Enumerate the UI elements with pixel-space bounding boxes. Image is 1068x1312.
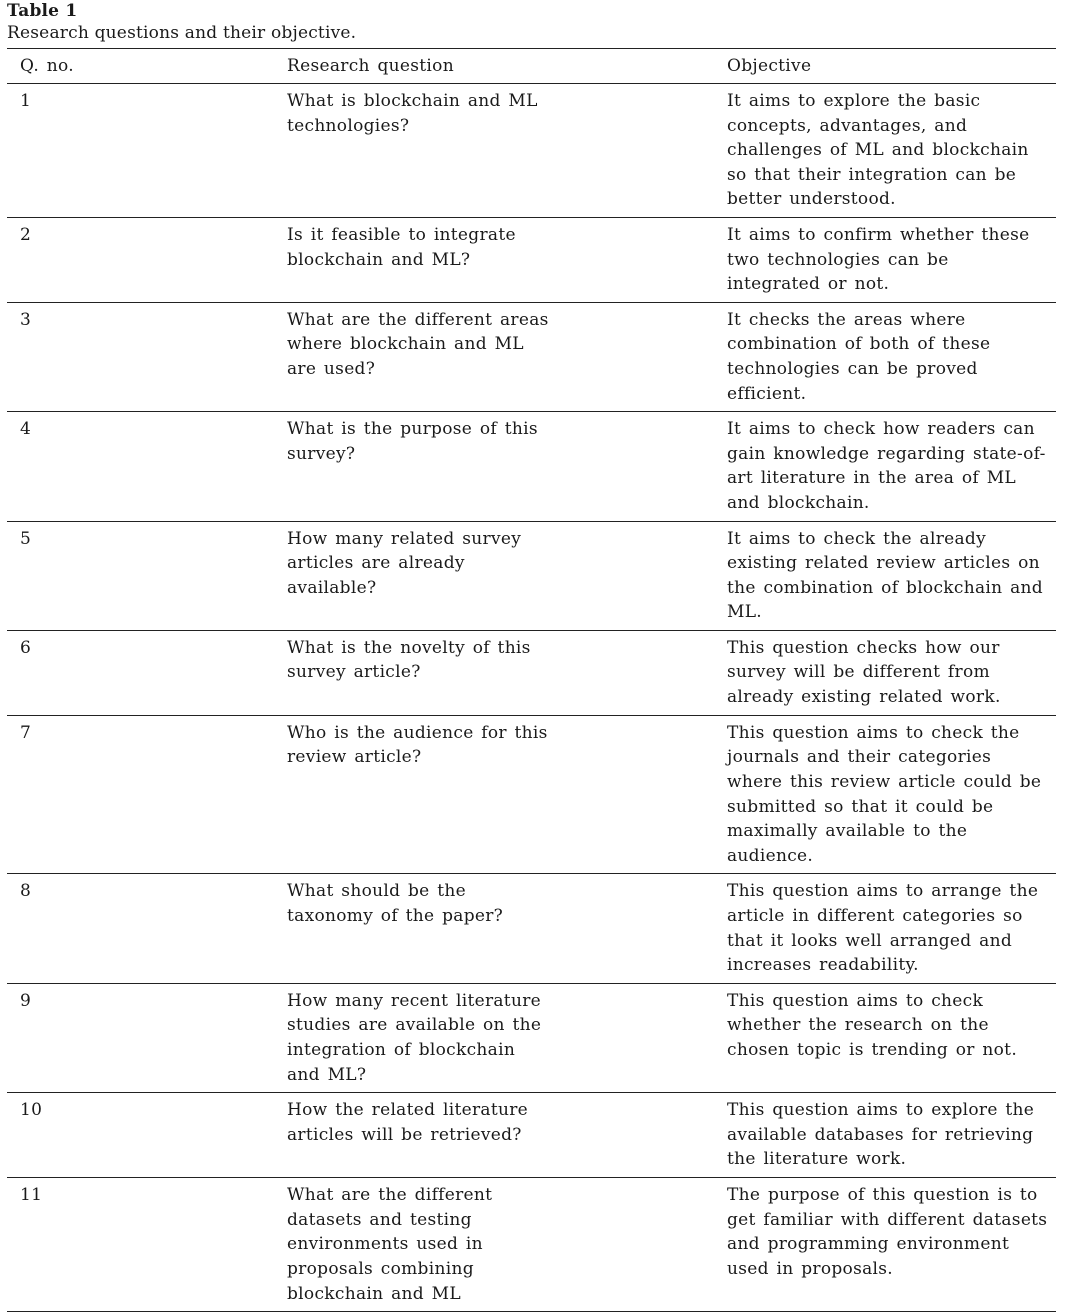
table-header-row: [7, 49, 1056, 84]
table-row: [7, 84, 1056, 218]
row-objective-cell: [727, 874, 1056, 983]
table-row: [7, 630, 1056, 715]
row-question-cell: [287, 1178, 727, 1312]
row-number: 7: [20, 722, 32, 743]
row-objective-cell: [727, 983, 1056, 1092]
table-row: [7, 521, 1056, 630]
header-research-question: Research question: [287, 56, 454, 76]
row-objective: This question aims to check whether the research on the chosen topic is trending or not.: [727, 990, 1018, 1060]
row-question: What is blockchain and ML technologies?: [287, 91, 538, 136]
row-objective-cell: [727, 412, 1056, 521]
row-objective-cell: [727, 302, 1056, 411]
table-row: [7, 217, 1056, 302]
row-number: 9: [20, 990, 32, 1011]
row-objective: This question checks how our survey will be different from already existing related work.: [727, 637, 1001, 708]
table-caption: [7, 0, 1057, 44]
table-row: [7, 1178, 1056, 1312]
row-question-cell: [287, 874, 727, 983]
row-question-cell: [287, 630, 727, 715]
row-question-cell: [287, 84, 727, 218]
row-question-cell: [287, 1093, 727, 1178]
row-number: 10: [20, 1100, 43, 1121]
row-question: How many recent literature studies are available on the integration of blockchain and ML?: [287, 990, 542, 1085]
row-question: What is the purpose of this survey?: [287, 419, 538, 464]
row-question-cell: [287, 217, 727, 302]
row-question: How many related survey articles are already available?: [287, 528, 522, 598]
table-row: [7, 412, 1056, 521]
row-question-cell: [287, 983, 727, 1092]
row-objective-cell: [727, 630, 1056, 715]
row-objective-cell: [727, 1178, 1056, 1312]
row-number: 11: [20, 1185, 43, 1206]
row-question: What is the novelty of this survey article?: [287, 637, 531, 683]
row-question: What should be the taxonomy of the paper?: [287, 881, 504, 927]
row-objective: It aims to confirm whether these two technologies can be integrated or not.: [727, 224, 1030, 295]
row-objective-cell: [727, 521, 1056, 630]
row-question: Is it feasible to integrate blockchain and ML?: [287, 224, 516, 270]
row-objective: This question aims to explore the available databases for retrieving the literature work.: [727, 1100, 1035, 1170]
row-objective-cell: [727, 1093, 1056, 1178]
table-row: [7, 715, 1056, 874]
row-question: What are the different datasets and testing environments used in proposals combining blockchain and ML: [287, 1185, 493, 1304]
table-row: [7, 302, 1056, 411]
row-objective-cell: [727, 84, 1056, 218]
row-number: 1: [20, 91, 32, 111]
row-objective: It aims to explore the basic concepts, advantages, and challenges of ML and blockchain so that their integration can be better understood.: [727, 91, 1029, 210]
row-number: 6: [20, 637, 32, 658]
row-objective: This question aims to arrange the article in different categories so that it looks well arranged and increases readability.: [727, 881, 1039, 976]
row-objective: This question aims to check the journals and their categories where this review article could be submitted so that it could be maximally available to the audience.: [727, 722, 1042, 866]
row-question: Who is the audience for this review article?: [287, 722, 548, 768]
research-questions-table-container: [7, 48, 1056, 1312]
table-subtitle: Research questions and their objective.: [7, 23, 357, 43]
row-number: 8: [20, 881, 32, 902]
row-question-cell: [287, 302, 727, 411]
research-questions-table: [7, 48, 1056, 1312]
row-objective-cell: [727, 217, 1056, 302]
header-objective: Objective: [727, 56, 812, 76]
row-number: 5: [20, 528, 32, 549]
row-objective: The purpose of this question is to get familiar with different datasets and programming environment used in proposals.: [727, 1185, 1048, 1279]
row-objective: It aims to check the already existing related review articles on the combination of blockchain and ML.: [727, 528, 1043, 623]
row-objective: It aims to check how readers can gain knowledge regarding state-of-art literature in the area of ML and blockchain.: [727, 419, 1046, 513]
row-question-cell: [287, 521, 727, 630]
row-number: 3: [20, 309, 32, 330]
row-question: What are the different areas where blockchain and ML are used?: [287, 309, 549, 379]
table-row: [7, 1093, 1056, 1178]
table-row: [7, 874, 1056, 983]
row-objective-cell: [727, 715, 1056, 874]
row-question-cell: [287, 412, 727, 521]
row-question: How the related literature articles will be retrieved?: [287, 1100, 528, 1145]
row-number: 2: [20, 224, 32, 245]
table-label: Table 1: [7, 1, 78, 21]
table-row: [7, 983, 1056, 1092]
row-number: 4: [20, 419, 32, 440]
header-qno: Q. no.: [20, 56, 74, 76]
row-objective: It checks the areas where combination of both of these technologies can be proved efficient.: [727, 309, 991, 404]
row-question-cell: [287, 715, 727, 874]
